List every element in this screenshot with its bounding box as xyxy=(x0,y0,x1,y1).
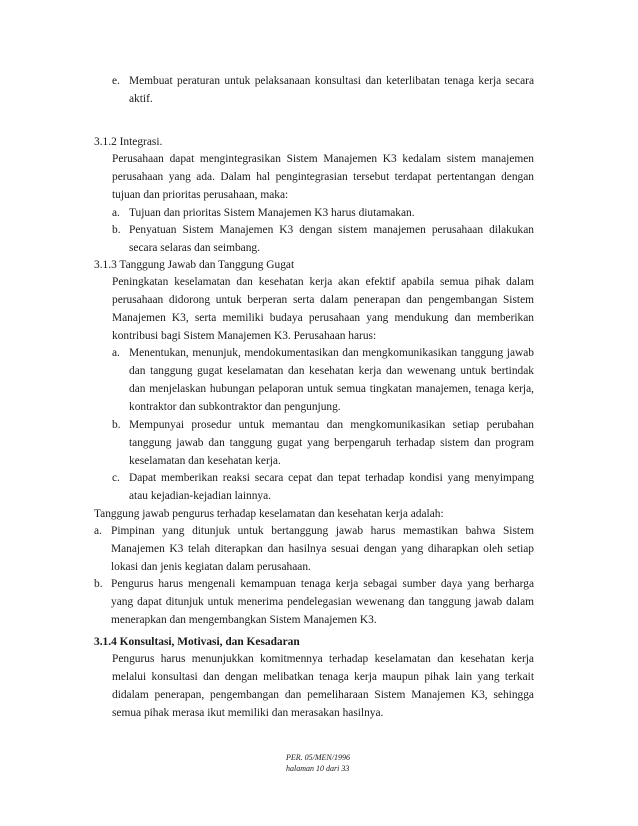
list-item-a xyxy=(112,204,534,222)
footer-regulation: PER. 05/MEN/1996 xyxy=(286,753,350,762)
list-item-text: Dapat memberikan reaksi secara cepat dan tepat terhadap kondisi yang menyimpang atau kejadian-kejadian lainnya. xyxy=(129,472,534,502)
list-marker: e. xyxy=(112,75,120,87)
list-item-text: Mempunyai prosedur untuk memantau dan mengkomunikasikan setiap perubahan tanggung jawab dan tanggung gugat yang berpengaruh terhadap sistem dan program keselamatan dan kesehatan kerja. xyxy=(129,419,534,467)
section-3-1-3-intro: Peningkatan keselamatan dan kesehatan kerja akan efektif apabila semua pihak dalam perusahaan didorong untuk berperan serta dalam penerapan dan pengembangan Sistem Manajemen K3, serta memiliki budaya perusahaan yang mendukung dan memberikan kontribusi bagi Sistem Manajemen K3. Perusahaan harus: xyxy=(112,276,534,342)
list-item-text: Pimpinan yang ditunjuk untuk bertanggung jawab harus memastikan bahwa Sistem Manajemen K3 telah diterapkan dan hasilnya sesuai dengan yang diharapkan oleh setiap lokasi dan jenis kegiatan dalam perusahaan. xyxy=(111,525,534,573)
section-3-1-2-intro: Perusahaan dapat mengintegrasikan Sistem Manajemen K3 kedalam sistem manajemen perusahaan yang ada. Dalam hal pengintegrasian tersebut terdapat pertentangan dengan tujuan dan prioritas perusahaan, maka: xyxy=(112,153,534,201)
list-marker: a. xyxy=(112,347,120,359)
list-item-b xyxy=(112,221,534,257)
list-item-a xyxy=(94,522,534,576)
list-marker: a. xyxy=(94,525,102,537)
section-heading-3-1-3: 3.1.3 Tanggung Jawab dan Tanggung Gugat xyxy=(94,259,295,271)
list-marker: b. xyxy=(94,578,103,590)
section-heading-3-1-4: 3.1.4 Konsultasi, Motivasi, dan Kesadaran xyxy=(94,636,300,648)
section-heading-3-1-2: 3.1.2 Integrasi. xyxy=(94,136,163,148)
section-3-1-4-text: Pengurus harus menunjukkan komitmennya terhadap keselamatan dan kesehatan kerja melalui konsultasi dan dengan melibatkan tenaga kerja maupun pihak lain yang terkait didalam penerapan, pengembangan dan pemeliharaan Sistem Manajemen K3, sehingga semua pihak merasa ikut memiliki dan merasakan hasilnya. xyxy=(112,653,534,719)
list-item-text: Menentukan, menunjuk, mendokumentasikan dan mengkomunikasikan tanggung jawab dan tanggung gugat keselamatan dan kesehatan kerja dan wewenang untuk bertindak dan menjelaskan hubungan pelaporan untuk semua tingkatan manajemen, tenaga kerja, kontraktor dan subkontraktor dan pengunjung. xyxy=(129,347,534,413)
list-item-text: Membuat peraturan untuk pelaksanaan konsultasi dan keterlibatan tenaga kerja secara aktif. xyxy=(129,75,534,105)
list-item-text: Tujuan dan prioritas Sistem Manajemen K3 harus diutamakan. xyxy=(129,207,415,219)
list-item-a xyxy=(112,344,534,416)
pengurus-intro: Tanggung jawab pengurus terhadap keselamatan dan kesehatan kerja adalah: xyxy=(94,508,444,520)
list-item-text: Pengurus harus mengenali kemampuan tenaga kerja sebagai sumber daya yang berharga yang dapat ditunjuk untuk menerima pendelegasian wewenang dan tanggung jawab dalam menerapkan dan mengembangkan Sistem Manajemen K3. xyxy=(111,578,534,626)
list-marker: a. xyxy=(112,207,120,219)
list-item-c xyxy=(112,469,534,505)
page-footer xyxy=(286,752,406,774)
list-marker: b. xyxy=(112,224,121,236)
list-item-b xyxy=(112,416,534,470)
list-item-b xyxy=(94,575,534,629)
footer-page-number: halaman 10 dari 33 xyxy=(286,764,350,773)
list-marker: b. xyxy=(112,419,121,431)
list-item-text: Penyatuan Sistem Manajemen K3 dengan sistem manajemen perusahaan dilakukan secara selaras dan seimbang. xyxy=(129,224,534,254)
list-marker: c. xyxy=(112,472,120,484)
list-item-e xyxy=(112,72,534,108)
